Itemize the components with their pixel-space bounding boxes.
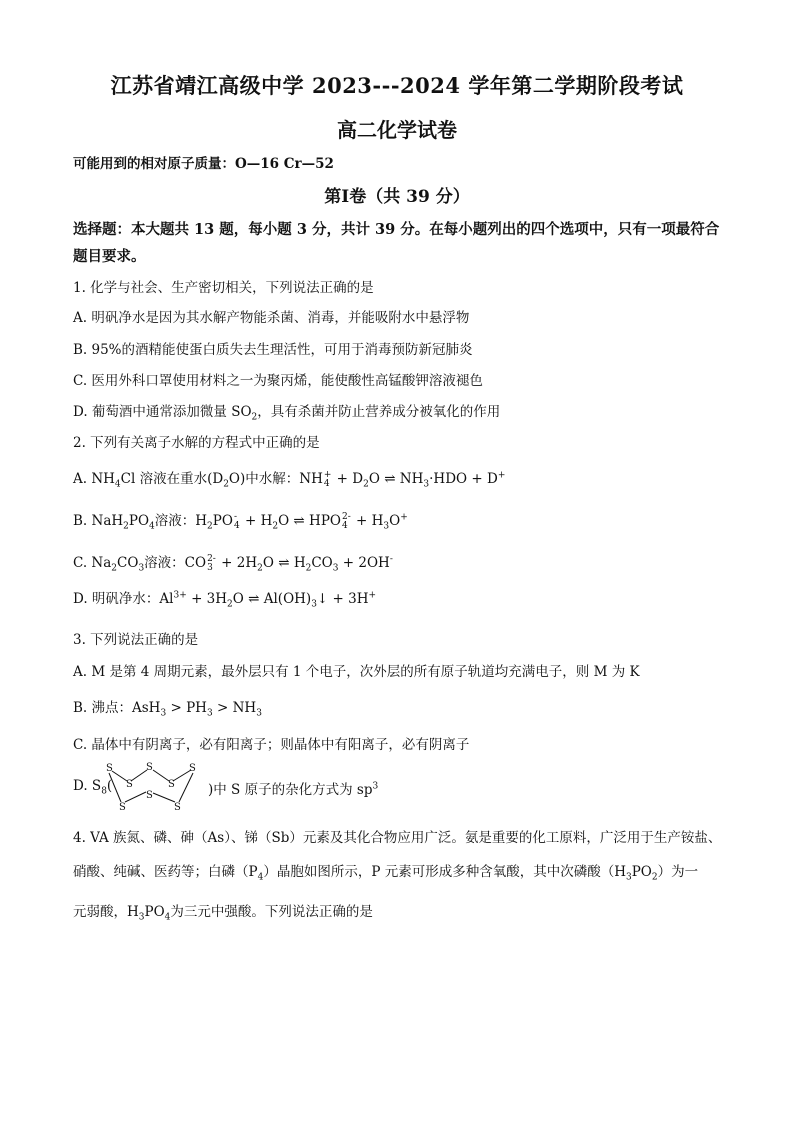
s-atom: S bbox=[146, 762, 153, 773]
q1-option-c: C. 医用外科口罩使用材料之一为聚丙烯，能使酸性高锰酸钾溶液褪色 bbox=[73, 373, 483, 389]
s-atom: S bbox=[106, 763, 113, 774]
s-atom: S bbox=[168, 779, 175, 790]
q4-line-2: 硝酸、纯碱、医药等；白磷$(P_4)$晶胞如图所示，P 元素可形成多种含氧酸，其中次磷酸$(H_3PO_2)$为一 bbox=[73, 864, 699, 883]
s-atom: S bbox=[126, 779, 133, 790]
q1-option-d: D. 葡萄酒中通常添加微量 $SO_2$，具有杀菌并防止营养成分被氧化的作用 bbox=[73, 404, 501, 423]
q1-option-b: B. 95%的酒精能使蛋白质失去生理活性，可用于消毒预防新冠肺炎 bbox=[73, 342, 473, 358]
q2-option-b: B. $NaH_2PO_4$溶液：$H_2PO$ - 4 + $H_2O$ ⇌ HPO 2- 4 + $H_3O^+$ bbox=[73, 511, 408, 532]
q3-option-a: A. M 是第 4 周期元素，最外层只有 1 个电子，次外层的所有原子轨道均充满电子，则 M 为 K bbox=[73, 664, 640, 680]
q2-option-c: C. $Na_2CO_3$溶液：CO 2- 3 + $2H_2O$ ⇌ $H_2CO_3 + 2OH^-$ bbox=[73, 553, 393, 574]
q1-option-a: A. 明矾净水是因为其水解产物能杀菌、消毒，并能吸附水中悬浮物 bbox=[73, 310, 470, 326]
q3-option-b: B. 沸点：$AsH_3 > PH_3 > NH_3$ bbox=[73, 700, 262, 719]
atomic-masses: 可能用到的相对原子质量：O—16 Cr—52 bbox=[73, 156, 334, 172]
q2-option-a: A. $NH_4Cl$ 溶液在重水$(D_2O)$中水解：NH + 4 + $D_2O$ ⇌ $NH_3\cdot HDO + D^+$ bbox=[73, 469, 506, 490]
q4-line-1: 4. VA 族氮、磷、砷（As）、锑（Sb）元素及其化合物应用广泛。氨是重要的化工原料，广泛用于生产铵盐、 bbox=[73, 830, 722, 846]
q3-option-c: C. 晶体中有阴离子，必有阳离子；则晶体中有阳离子，必有阴离子 bbox=[73, 737, 470, 753]
s8-ring-diagram bbox=[99, 758, 207, 814]
q3-stem: 3. 下列说法正确的是 bbox=[73, 632, 199, 648]
q2-option-d: D. 明矾净水：$Al^{3+} + 3H_2O$ ⇌ $Al(OH)_3↓ + 3H^+$ bbox=[73, 590, 377, 610]
q4-line-3: 元弱酸，$H_3PO_4$为三元中强酸。下列说法正确的是 bbox=[73, 904, 373, 923]
q1-stem: 1. 化学与社会、生产密切相关，下列说法正确的是 bbox=[73, 280, 374, 296]
q3-option-d-label: D. $S_8$( bbox=[73, 778, 113, 797]
s-atom: S bbox=[119, 802, 126, 813]
q2-stem: 2. 下列有关离子水解的方程式中正确的是 bbox=[73, 435, 320, 451]
s-atom: S bbox=[146, 790, 153, 801]
section-title: 第Ⅰ卷（共 39 分） bbox=[324, 187, 470, 207]
exam-title: 江苏省靖江高级中学 2023---2024 学年第二学期阶段考试 bbox=[110, 73, 684, 98]
q3-option-d-text: )中 S 原子的杂化方式为 $sp^3$ bbox=[208, 781, 379, 798]
section-instruction: 选择题：本大题共 13 题，每小题 3 分，共计 39 分。在每小题列出的四个选项中，只有一项最符合题目要求。 bbox=[73, 221, 720, 265]
exam-subtitle: 高二化学试卷 bbox=[337, 118, 457, 142]
s-atom: S bbox=[174, 802, 181, 813]
s-atom: S bbox=[189, 763, 196, 774]
